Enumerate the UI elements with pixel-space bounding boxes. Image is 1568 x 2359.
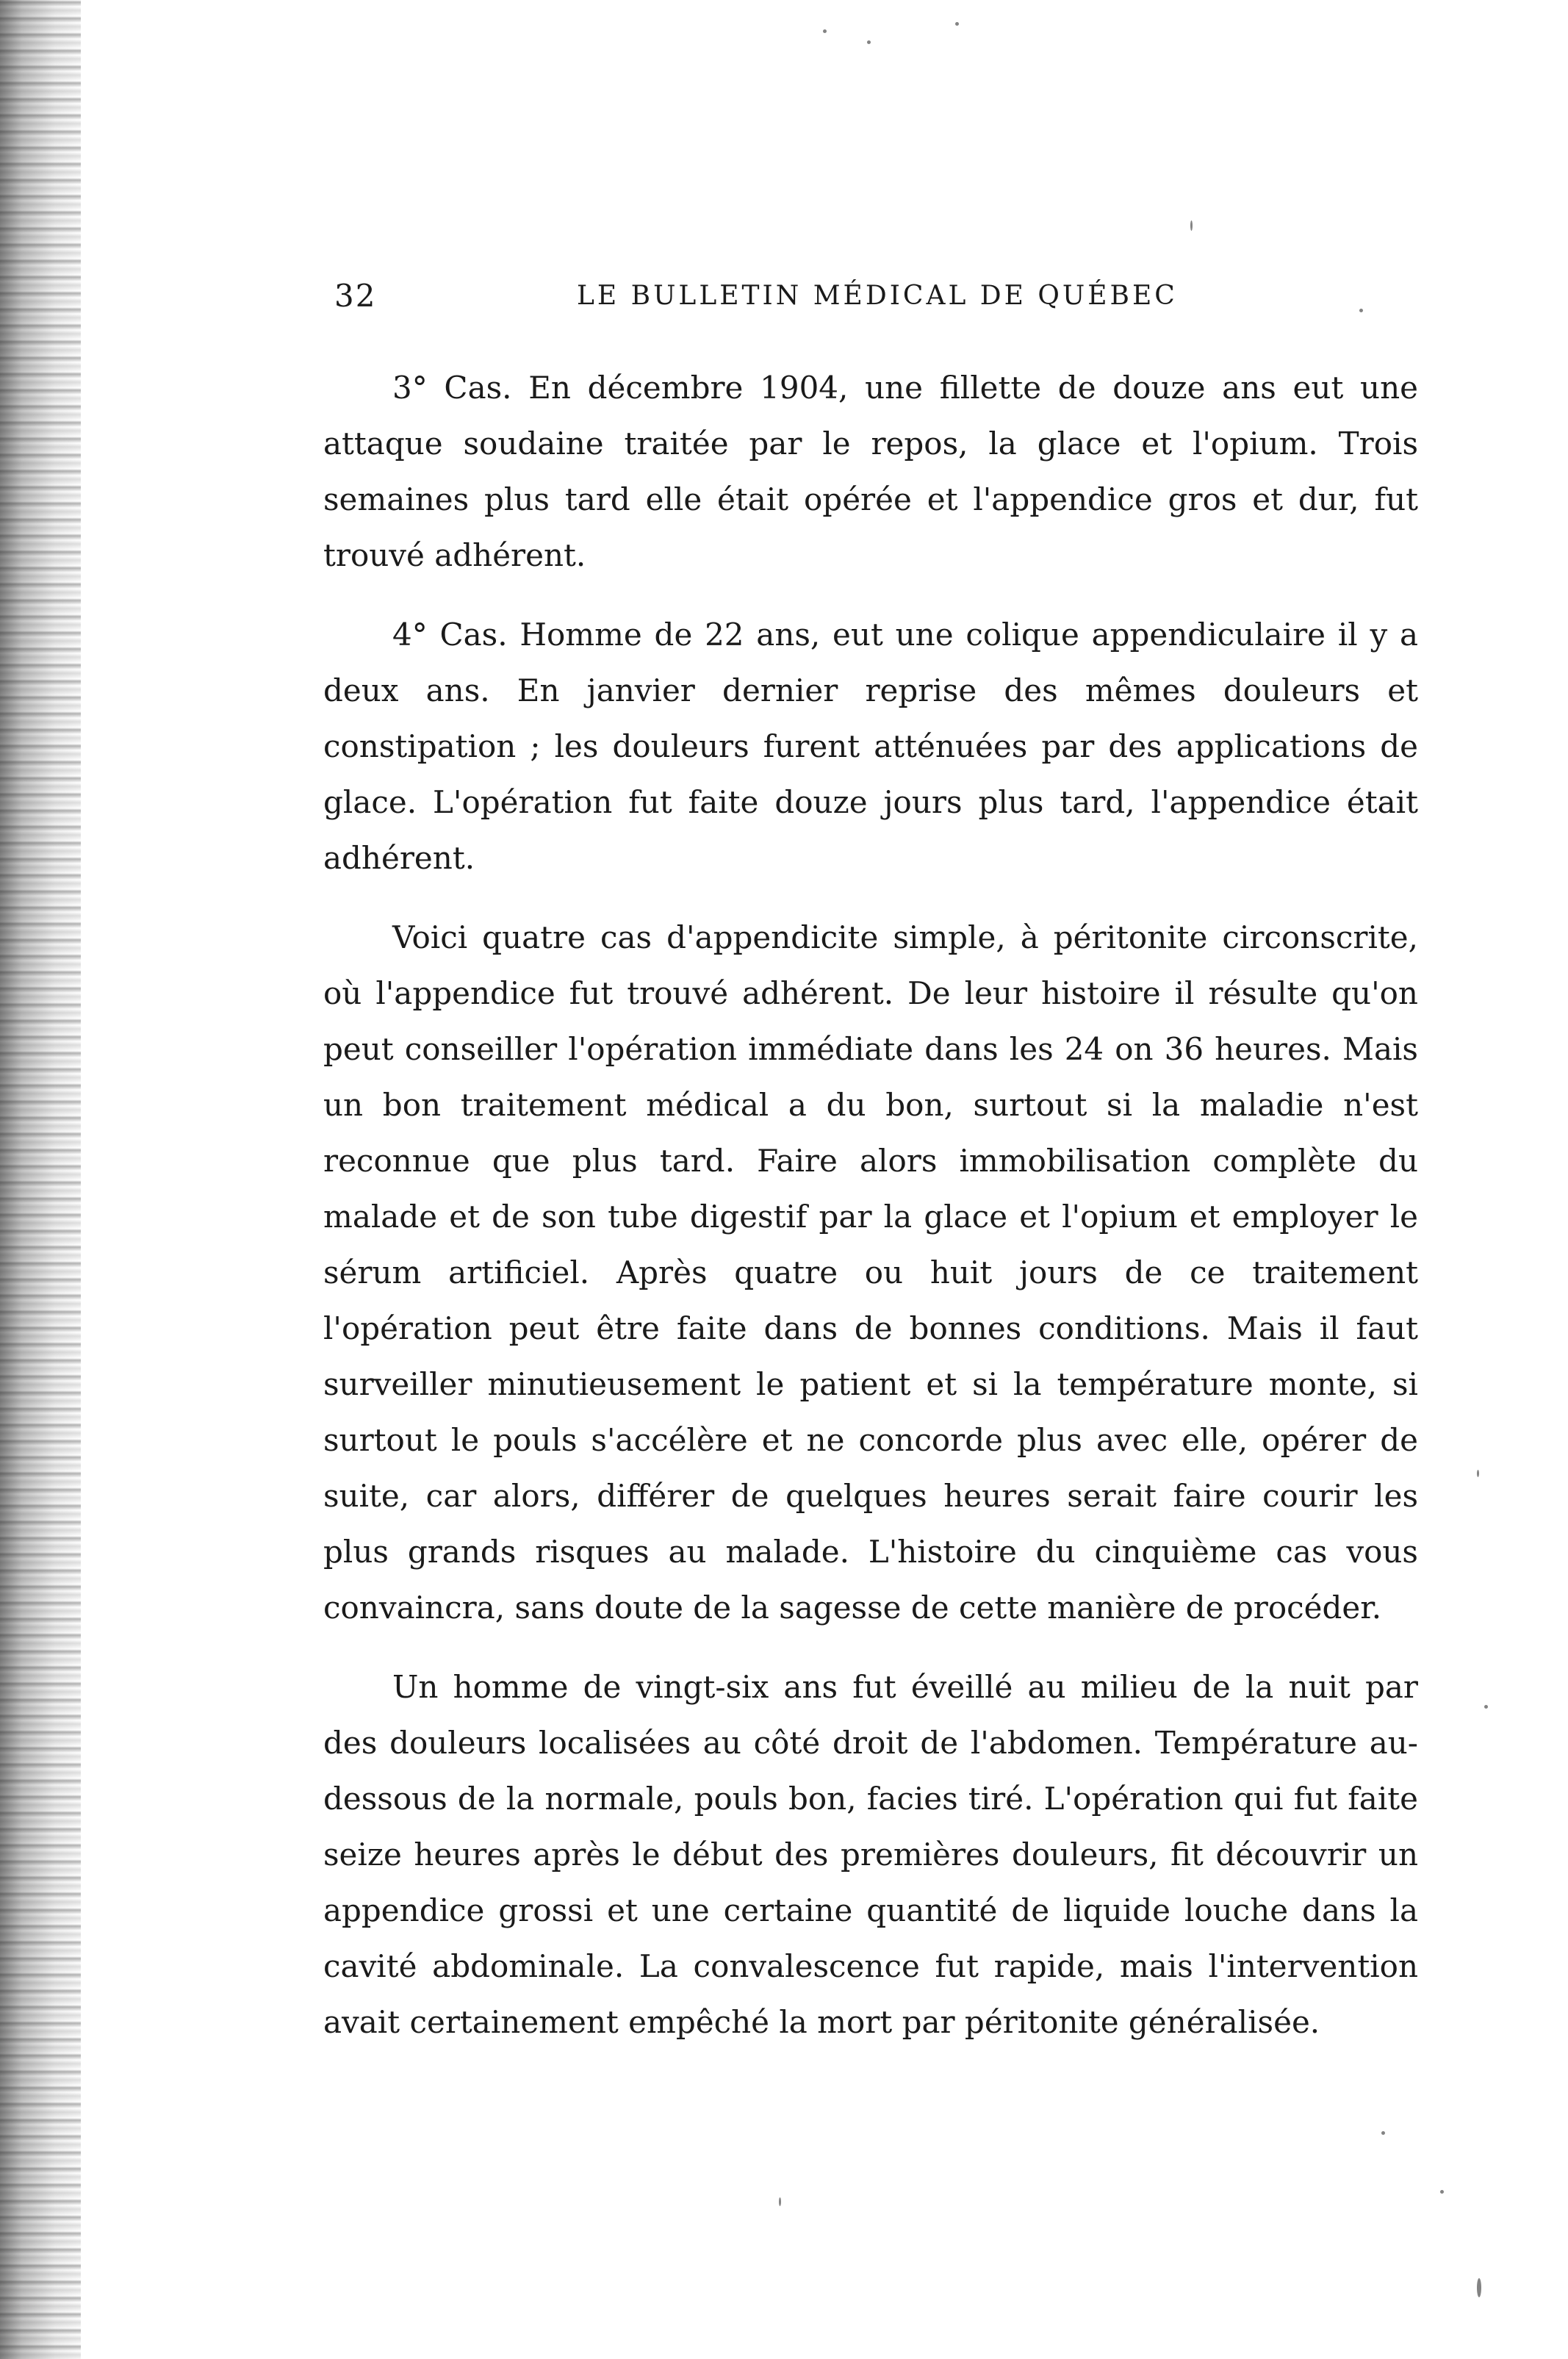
page-header bbox=[334, 278, 1422, 329]
paragraph-discussion: Voici quatre cas d'appendicite simple, à péritonite circonscrite, où l'appendice fut trouvé adhérent. De leur histoire il résulte qu'on peut conseiller l'opération immédiate dans les 24 on 36 heures. Mais un bon traitement médical a du bon, surtout si la maladie n'est reconnue que plus tard. Faire alors immobilisation complète du malade et de son tube digestif par la glace et l'opium et employer le sérum artificiel. Après quatre ou huit jours de ce traitement l'opération peut être faite dans de bonnes conditions. Mais il faut surveiller minutieusement le patient et si la température monte, si surtout le pouls s'accélère et ne concorde plus avec elle, opérer de suite, car alors, différer de quelques heures serait faire courir les plus grands risques au malade. L'histoire du cinquième cas vous convaincra, sans doute de la sagesse de cette manière de procéder. bbox=[323, 919, 1418, 1626]
paragraph-case-3: 3° Cas. En décembre 1904, une fillette de douze ans eut une attaque soudaine traitée par le repos, la glace et l'opium. Trois semaines plus tard elle était opérée et l'appendice gros et dur, fut trouvé adhérent. bbox=[323, 370, 1418, 573]
binding-edge-shadow bbox=[0, 0, 81, 2359]
page-number: 32 bbox=[334, 278, 377, 314]
running-title: LE BULLETIN MÉDICAL DE QUÉBEC bbox=[577, 281, 1178, 311]
paragraph-case-4: 4° Cas. Homme de 22 ans, eut une colique appendiculaire il y a deux ans. En janvier dernier reprise des mêmes douleurs et constipation ; les douleurs furent atténuées par des applications de glace. L'opération fut faite douze jours plus tard, l'appendice était adhérent. bbox=[323, 617, 1418, 876]
paragraph-case-5: Un homme de vingt-six ans fut éveillé au milieu de la nuit par des douleurs localisées au côté droit de l'abdomen. Température au-dessous de la normale, pouls bon, facies tiré. L'opération qui fut faite seize heures après le début des premières douleurs, fit découvrir un appendice grossi et une certaine quantité de liquide louche dans la cavité abdominale. La convalescence fut rapide, mais l'intervention avait certainement empêché la mort par péritonite généralisée. bbox=[323, 1669, 1418, 2040]
body-text bbox=[323, 360, 1418, 2074]
